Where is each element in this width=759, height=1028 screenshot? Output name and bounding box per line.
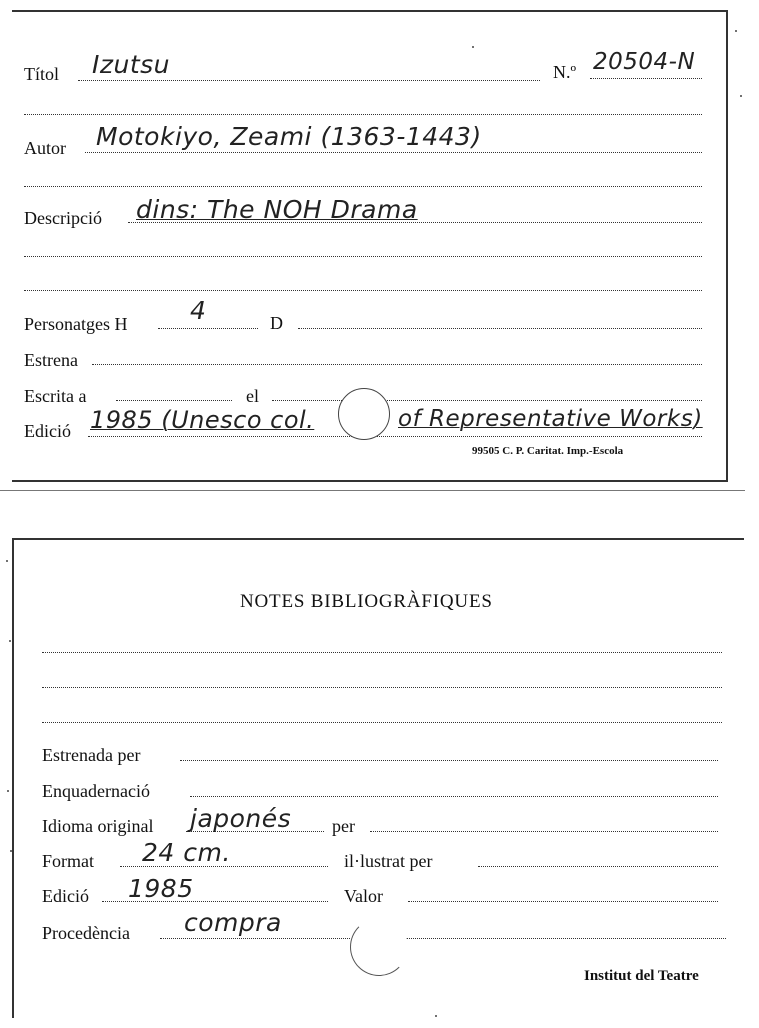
notes-heading: NOTES BIBLIOGRÀFIQUES	[240, 591, 493, 612]
estrenada-line	[180, 760, 718, 761]
procedencia-value: compra	[184, 908, 282, 937]
scan-speck	[740, 95, 742, 97]
scan-speck	[472, 46, 474, 48]
edicio-back-value: 1985	[128, 874, 194, 903]
titol-value: Izutsu	[92, 50, 171, 79]
personatges-d-label: D	[270, 313, 283, 333]
valor-line	[408, 901, 718, 902]
autor-value: Motokiyo, Zeami (1363-1443)	[96, 122, 482, 151]
illustrat-line	[478, 866, 718, 867]
autor-line	[85, 152, 702, 153]
scan-speck	[7, 790, 9, 792]
el-label: el	[246, 386, 259, 406]
edicio-value-part1: 1985 (Unesco col.	[90, 406, 315, 434]
edicio-back-label: Edició	[42, 886, 89, 906]
procedencia-label: Procedència	[42, 923, 130, 943]
institution-stamp: Institut del Teatre	[584, 968, 699, 984]
blank-line	[24, 290, 702, 291]
illustrat-label: il·lustrat per	[344, 851, 433, 871]
num-value: 20504-N	[593, 49, 696, 75]
blank-line	[42, 652, 722, 653]
estrena-label: Estrena	[24, 350, 78, 370]
autor-label: Autor	[24, 138, 66, 158]
el-line	[272, 400, 702, 401]
escrita-line	[116, 400, 232, 401]
scan-speck	[735, 30, 737, 32]
scan-speck	[9, 640, 11, 642]
titol-line	[78, 80, 540, 81]
titol-label: Títol	[24, 64, 59, 84]
escrita-label: Escrita a	[24, 386, 87, 406]
edicio-line	[88, 436, 702, 437]
scan-speck	[435, 1015, 437, 1017]
enquadernacio-line	[190, 796, 718, 797]
enquadernacio-label: Enquadernació	[42, 781, 150, 801]
format-label: Format	[42, 851, 94, 871]
blank-line	[42, 722, 722, 723]
descripcio-value: dins: The NOH Drama	[136, 195, 418, 224]
blank-line	[42, 687, 722, 688]
idioma-label: Idioma original	[42, 816, 154, 836]
blank-line	[24, 186, 702, 187]
personatges-h-line	[158, 328, 258, 329]
blank-line	[24, 114, 702, 115]
blank-line	[24, 256, 702, 257]
procedencia-line	[160, 938, 350, 939]
procedencia-line-2	[406, 938, 726, 939]
punch-hole-back	[350, 918, 408, 976]
punch-hole-front	[338, 388, 390, 440]
idioma-value: japonés	[190, 804, 292, 833]
per-line	[370, 831, 718, 832]
printer-imprint: 99505 C. P. Caritat. Imp.-Escola	[472, 445, 624, 457]
estrena-line	[92, 364, 702, 365]
descripcio-label: Descripció	[24, 208, 102, 228]
personatges-label: Personatges H	[24, 314, 128, 334]
scan-speck	[6, 560, 8, 562]
valor-label: Valor	[344, 886, 383, 906]
personatges-h-value: 4	[190, 296, 207, 325]
per-label: per	[332, 816, 355, 836]
edicio-value-part2: of Representative Works)	[398, 406, 703, 432]
card-separator	[0, 490, 745, 491]
format-value: 24 cm.	[142, 838, 231, 867]
num-label: N.º	[553, 62, 577, 82]
scan-speck	[10, 850, 12, 852]
edicio-label: Edició	[24, 421, 71, 441]
num-line	[590, 78, 702, 79]
personatges-d-line	[298, 328, 702, 329]
estrenada-label: Estrenada per	[42, 745, 141, 765]
